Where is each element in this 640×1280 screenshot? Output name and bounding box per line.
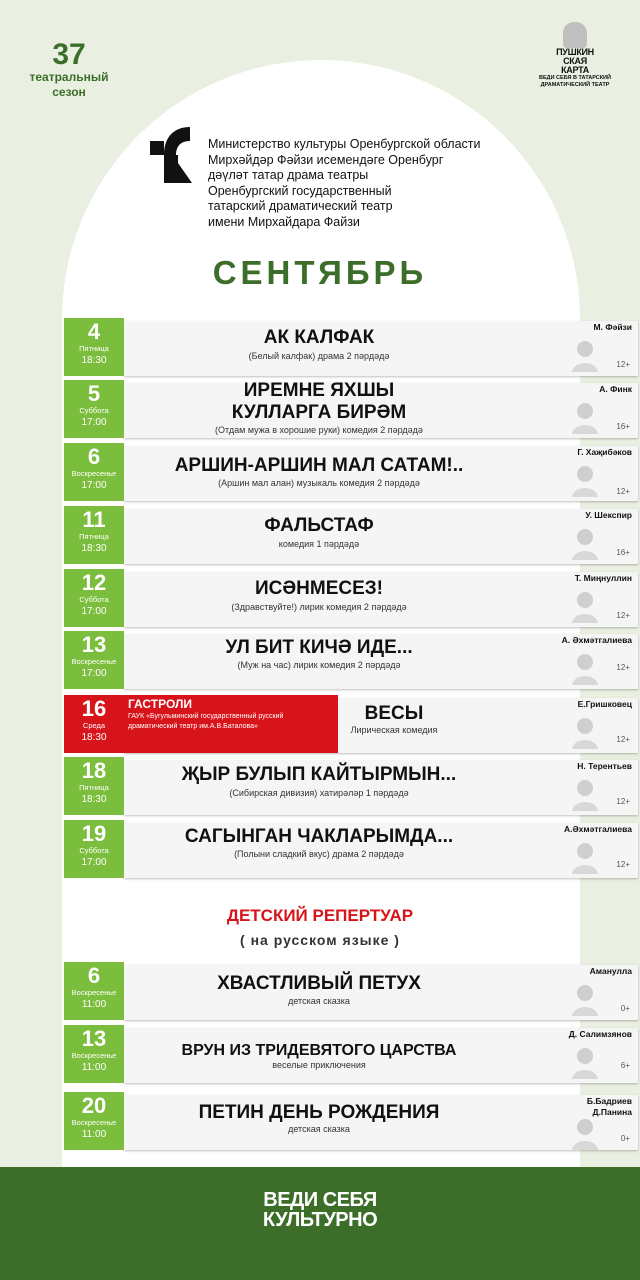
show-time: 17:00: [81, 668, 107, 679]
show-time: 11:00: [81, 1129, 107, 1140]
show-row: [64, 1092, 638, 1150]
pushkin-sub-1: ВЕДИ СЕБЯ В ТАТАРСКИЙ: [539, 75, 611, 81]
pushkin-sub-2: ДРАМАТИЧЕСКИЙ ТЕАТР: [540, 82, 610, 88]
show-day: 16: [81, 696, 107, 721]
show-day: 5: [87, 381, 101, 406]
org-line: Мирхәйдәр Фәйзи исемендәге Оренбург: [208, 152, 444, 167]
show-date: [64, 820, 124, 878]
show-day: 6: [87, 963, 101, 988]
age-rating: 6+: [620, 1061, 630, 1070]
slogan-line-2: КУЛЬТУРНО: [262, 1209, 378, 1231]
show-subtitle: комедия 1 пәрдәдә: [278, 539, 360, 549]
show-title: САГЫНГАН ЧАКЛАРЫМДА...: [184, 826, 454, 847]
author-portrait-icon: [570, 1045, 600, 1079]
show-weekday: Пятница: [79, 344, 109, 353]
author-portrait-icon: [570, 463, 600, 497]
show-title: ВЕСЫ: [364, 703, 424, 724]
show-author: Г. Хаҗибәков: [577, 447, 632, 457]
show-author: Д. Салимзянов: [568, 1029, 632, 1039]
show-weekday: Суббота: [79, 406, 109, 415]
show-time: 18:30: [81, 355, 107, 366]
tour-label: ГАСТРОЛИ: [128, 697, 193, 711]
author-portrait-icon: [570, 715, 600, 749]
show-weekday: Воскресенье: [71, 988, 117, 997]
show-author-line-2: Д.Панина: [592, 1107, 632, 1117]
show-weekday: Воскресенье: [71, 1118, 117, 1127]
show-author: А. Әхмәтгалиева: [561, 635, 632, 645]
season-label-2: сезон: [52, 85, 86, 99]
pushkin-card-logo: [520, 22, 630, 89]
month-title: СЕНТЯБРЬ: [212, 254, 428, 291]
show-weekday: Пятница: [79, 783, 109, 792]
show-author: Т. Миңнуллин: [574, 573, 632, 583]
age-rating: 12+: [616, 797, 630, 806]
show-subtitle: (Белый калфак) драма 2 пәрдәдә: [248, 351, 390, 361]
season-badge: [24, 40, 114, 100]
org-line: Министерство культуры Оренбургской области: [208, 137, 481, 151]
author-portrait-icon: [570, 400, 600, 434]
show-date: [64, 380, 124, 438]
show-subtitle: (Полыни сладкий вкус) драма 2 пәрдәдә: [234, 849, 404, 859]
show-title: ҖЫР БУЛЫП КАЙТЫРМЫН...: [181, 764, 457, 785]
show-author: М. Фәйзи: [593, 322, 632, 332]
show-title: ФАЛЬСТАФ: [264, 515, 374, 536]
show-subtitle: веселые приключения: [272, 1060, 366, 1070]
show-row: [64, 443, 638, 501]
show-author: Аманулла: [589, 966, 632, 976]
age-rating: 0+: [620, 1134, 630, 1143]
kids-heading: ДЕТСКИЙ РЕПЕРТУАР: [226, 906, 414, 925]
show-subtitle: (Муж на час) лирик комедия 2 пәрдәдә: [237, 660, 401, 670]
author-portrait-icon: [570, 651, 600, 685]
show-day: 12: [81, 570, 107, 595]
show-row: [64, 631, 638, 689]
age-rating: 12+: [616, 360, 630, 369]
org-line: Оренбургский государственный: [208, 183, 392, 198]
show-author: Н. Терентьев: [577, 761, 632, 771]
age-rating: 12+: [616, 860, 630, 869]
show-title: УЛ БИТ КИЧӘ ИДЕ...: [225, 637, 413, 658]
show-author: А. Финк: [599, 384, 632, 394]
age-rating: 12+: [616, 735, 630, 744]
theatre-logo-icon: [150, 127, 194, 183]
show-title-line-2: КУЛЛАРГА БИРӘМ: [231, 402, 407, 423]
show-row: [64, 318, 638, 376]
show-date: [64, 506, 124, 564]
show-subtitle: (Сибирская дивизия) хатирәләр 1 пәрдәдә: [229, 788, 409, 798]
show-row: [64, 962, 638, 1020]
show-day: 13: [81, 1026, 107, 1051]
show-weekday: Суббота: [79, 595, 109, 604]
show-day: 20: [81, 1093, 107, 1118]
show-subtitle: (Отдам мужа в хорошие руки) комедия 2 пәрдәдә: [215, 425, 423, 435]
tour-description: ГАУК «Бугульминский государственный русский драматический театр им.А.В.Баталова»: [128, 713, 284, 730]
show-time: 11:00: [81, 999, 107, 1010]
show-title: АРШИН-АРШИН МАЛ САТАМ!..: [174, 455, 464, 476]
show-date: [64, 695, 124, 753]
show-row: [64, 820, 638, 878]
show-row: [64, 506, 638, 564]
show-date: [64, 757, 124, 815]
show-date: [64, 631, 124, 689]
show-weekday: Пятница: [79, 532, 109, 541]
show-time: 17:00: [81, 606, 107, 617]
show-weekday: Воскресенье: [71, 1051, 117, 1060]
author-portrait-icon: [570, 1116, 600, 1150]
footer-slogan: [0, 1190, 640, 1230]
show-title: ВРУН ИЗ ТРИДЕВЯТОГО ЦАРСТВА: [181, 1042, 457, 1059]
show-time: 18:30: [81, 543, 107, 554]
show-day: 4: [87, 319, 101, 344]
show-weekday: Воскресенье: [71, 657, 117, 666]
show-date: [64, 569, 124, 627]
show-date: [64, 443, 124, 501]
author-portrait-icon: [570, 526, 600, 560]
show-title: АК КАЛФАК: [263, 327, 375, 348]
show-title: ИСӘНМЕСЕЗ!: [254, 578, 384, 599]
org-lines: [208, 137, 481, 230]
show-title: ИРЕМНЕ ЯХШЫ: [243, 380, 395, 401]
show-time: 18:30: [81, 732, 107, 743]
age-rating: 16+: [616, 422, 630, 431]
age-rating: 0+: [620, 1004, 630, 1013]
show-subtitle: Лирическая комедия: [350, 725, 438, 735]
show-subtitle: (Здравствуйте!) лирик комедия 2 пәрдәдә: [231, 602, 407, 612]
show-day: 6: [87, 444, 101, 469]
show-subtitle: (Аршин мал алан) музыкаль комедия 2 пәрдәдә: [218, 478, 420, 488]
show-weekday: Суббота: [79, 846, 109, 855]
show-date: [64, 1025, 124, 1083]
show-time: 17:00: [81, 480, 107, 491]
show-day: 11: [82, 507, 106, 532]
org-line: имени Мирхайдара Файзи: [208, 214, 360, 229]
show-title: ХВАСТЛИВЫЙ ПЕТУХ: [217, 973, 421, 994]
age-rating: 12+: [616, 663, 630, 672]
show-author: У. Шекспир: [585, 510, 632, 520]
show-author: А.Әхмәтгалиева: [563, 824, 632, 834]
show-time: 11:00: [81, 1062, 107, 1073]
age-rating: 16+: [616, 548, 630, 557]
show-day: 18: [81, 758, 107, 783]
slogan-line-1: ВЕДИ СЕБЯ: [263, 1189, 377, 1211]
pushkin-line-1: ПУШКИН: [556, 47, 594, 57]
season-number: 37: [52, 38, 86, 71]
show-subtitle: детская сказка: [288, 996, 350, 1006]
show-row: [64, 757, 638, 815]
show-author-line-1: Б.Бадриев: [586, 1096, 632, 1106]
show-date: [64, 318, 124, 376]
show-date: [64, 1092, 124, 1150]
kids-subheading: ( на русском языке ): [240, 932, 400, 948]
show-row: [64, 1025, 638, 1083]
author-portrait-icon: [570, 840, 600, 874]
show-title: ПЕТИН ДЕНЬ РОЖДЕНИЯ: [198, 1102, 440, 1123]
show-time: 18:30: [81, 794, 107, 805]
age-rating: 12+: [616, 611, 630, 620]
show-time: 17:00: [81, 417, 107, 428]
show-author: [587, 1096, 632, 1118]
show-weekday: Среда: [82, 721, 106, 730]
pushkin-line-2: СКАЯ: [563, 56, 587, 66]
show-day: 19: [81, 821, 107, 846]
author-portrait-icon: [570, 338, 600, 372]
show-date: [64, 962, 124, 1020]
show-day: 13: [81, 632, 107, 657]
author-portrait-icon: [570, 589, 600, 623]
show-time: 17:00: [81, 857, 107, 868]
author-portrait-icon: [570, 777, 600, 811]
show-row: [64, 380, 638, 438]
org-line: татарский драматический театр: [208, 199, 393, 213]
age-rating: 12+: [616, 487, 630, 496]
show-author: Е.Гришковец: [577, 699, 632, 709]
season-label-1: театральный: [29, 70, 109, 84]
pushkin-line-3: КАРТА: [561, 65, 589, 75]
show-subtitle: детская сказка: [288, 1124, 350, 1134]
portrait-icon: [563, 22, 587, 48]
org-line: дәүләт татар драма театры: [208, 168, 369, 182]
show-row: [64, 569, 638, 627]
show-weekday: Воскресенье: [71, 469, 117, 478]
author-portrait-icon: [570, 982, 600, 1016]
show-row-tour: [64, 695, 638, 753]
